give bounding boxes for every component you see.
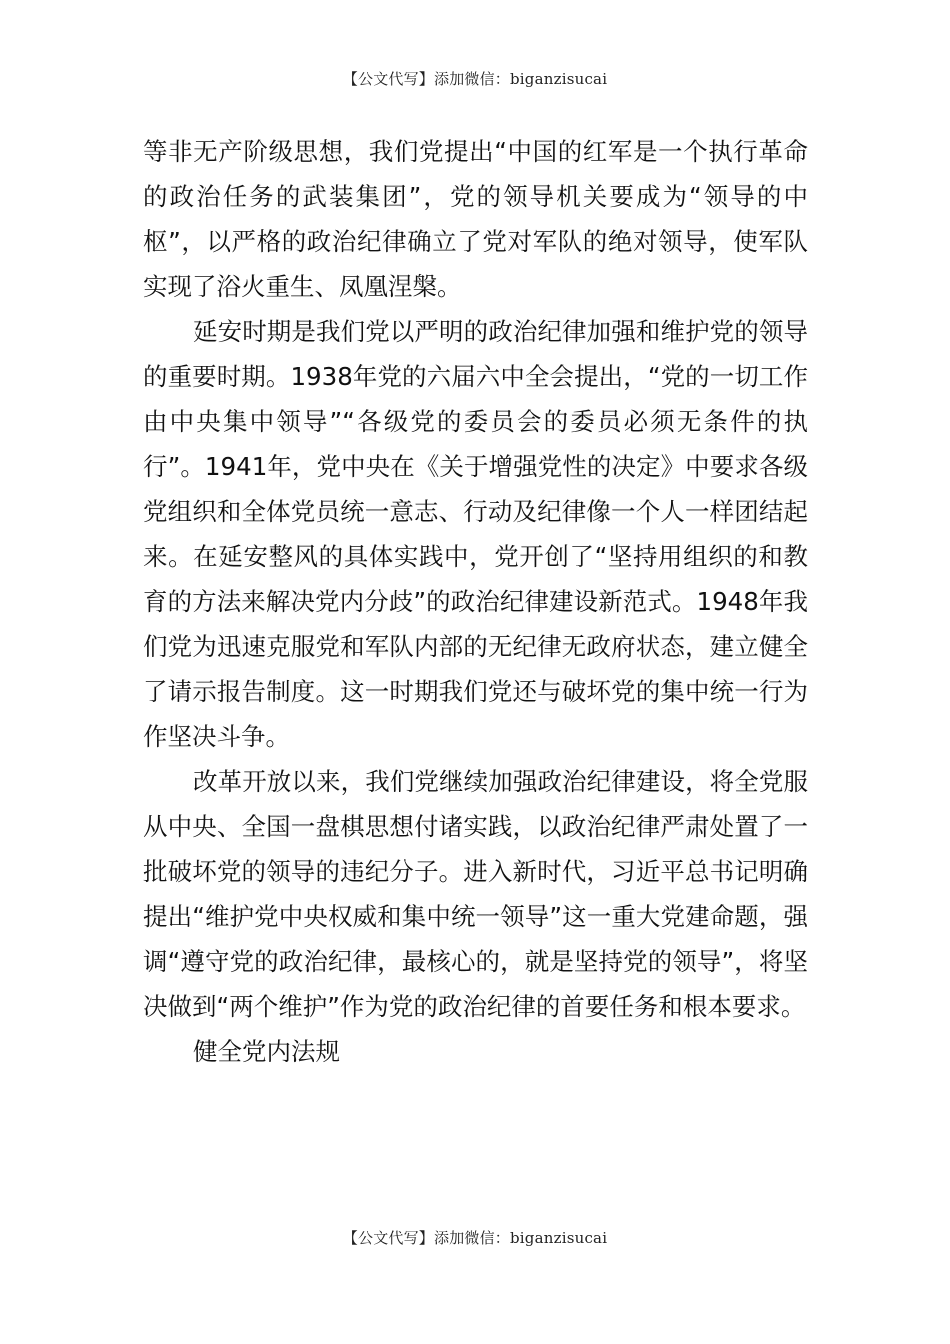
section-heading: 健全党内法规 — [193, 1037, 340, 1066]
document-body — [143, 129, 808, 1074]
paragraph-yanan-period: 延安时期是我们党以严明的政治纪律加强和维护党的领导的重要时期。1938年党的六届六中全会提出，“党的一切工作由中央集中领导”“各级党的委员会的委员必须无条件的执行”。1941年，党中央在《关于增强党性的决定》中要求各级党组织和全体党员统一意志、行动及纪律像一个人一样团结起来。在延安整风的具体实践中，党开创了“坚持用组织的和教育的方法来解决党内分歧”的政治纪律建设新范式。1948年我们党为迅速克服党和军队内部的无纪律无政府状态，建立健全了请示报告制度。这一时期我们党还与破坏党的集中统一行为作坚决斗争。 — [143, 317, 808, 751]
page-header-watermark: 【公文代写】添加微信：biganzisucai — [342, 70, 608, 88]
paragraph-reform-era: 改革开放以来，我们党继续加强政治纪律建设，将全党服从中央、全国一盘棋思想付诸实践，以政治纪律严肃处置了一批破坏党的领导的违纪分子。进入新时代，习近平总书记明确提出“维护党中央权威和集中统一领导”这一重大党建命题，强调“遵守党的政治纪律，最核心的，就是坚持党的领导”，将坚决做到“两个维护”作为党的政治纪律的首要任务和根本要求。 — [143, 767, 808, 1021]
paragraph-continuation: 等非无产阶级思想，我们党提出“中国的红军是一个执行革命的政治任务的武装集团”，党的领导机关要成为“领导的中枢”，以严格的政治纪律确立了党对军队的绝对领导，使军队实现了浴火重生、凤凰涅槃。 — [143, 137, 808, 301]
page-footer-watermark: 【公文代写】添加微信：biganzisucai — [342, 1229, 608, 1247]
